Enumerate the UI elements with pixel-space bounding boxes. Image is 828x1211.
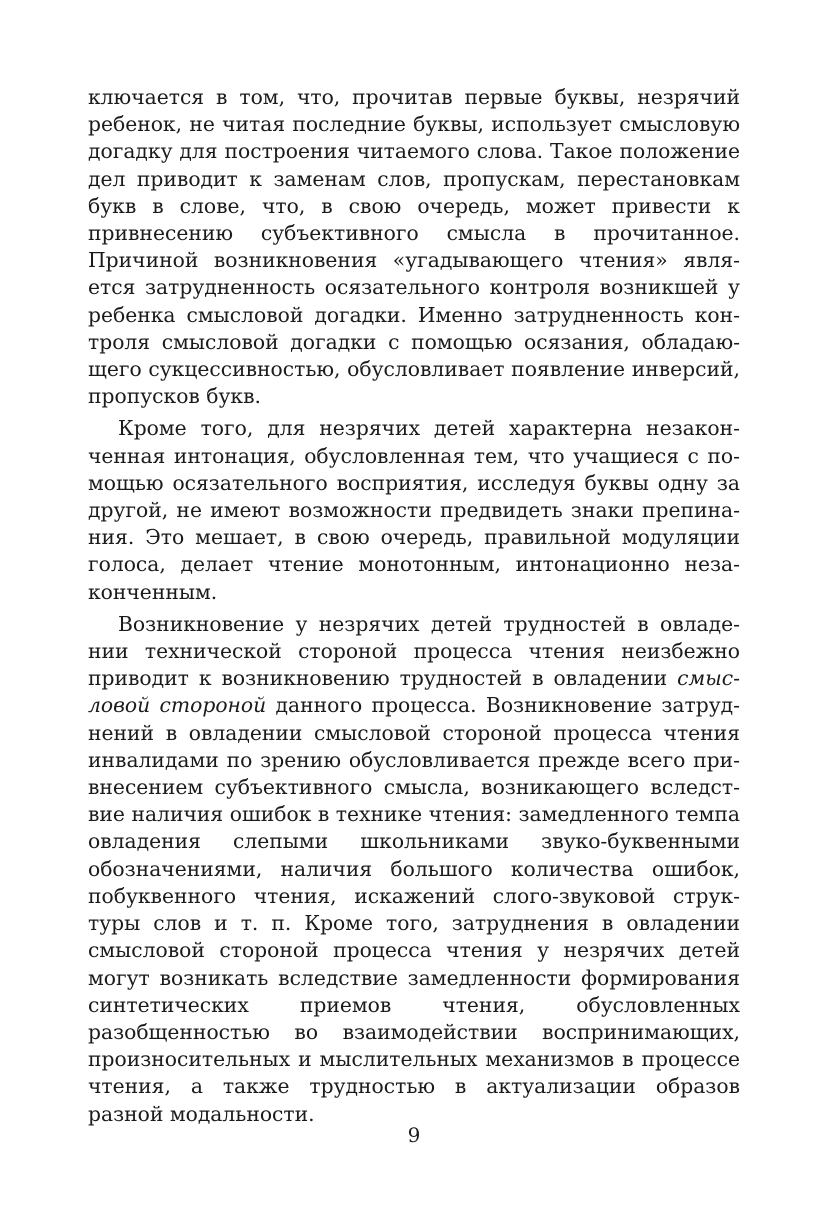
paragraph-3 (88, 611, 740, 1128)
paragraph-2: Кроме того, для незрячих детей характерна незаконченная интонация, обусловленная тем, что учащиеся с помощью осязательного восприятия, исследуя буквы одну за другой, не имеют возможности предвидеть знаки препинания. Это мешает, в свою очередь, правильной модуляции голоса, делает чтение монотонным, интонационно незаконченным. (88, 416, 740, 604)
paragraph-1: ключается в том, что, прочитав первые буквы, незрячий ребенок, не читая последние буквы, использует смысловую догадку для построения читаемого слова. Такое положение дел приводит к заменам слов, пропускам, перестановкам букв в слове, что, в свою очередь, может привести к привнесению субъективного смысла в прочитанное. Причиной возникновения «угадывающего чтения» является затрудненность осязательного контроля возникшей у ребенка смысловой догадки. Именно затрудненность контроля смысловой догадки с помощью осязания, обладающего сукцессивностью, обусловливает появление инверсий, пропусков букв. (88, 85, 740, 409)
page-number: 9 (407, 1123, 421, 1147)
paragraph-3-text-end: данного процесса. Возникновение затруднений в овладении смысловой стороной процесса чтения инвалидами по зрению обусловливается прежде всего привнесением субъективного смысла, возникающего вследствие наличия ошибок в технике чтения: замедленного темпа овладения слепыми школьниками звуко-буквенными обозначениями, наличия большого количества ошибок, побуквенного чтения, искажений слого-звуковой структуры слов и т. п. Кроме того, затруднения в овладении смысловой стороной процесса чтения у незрячих детей могут возникать вследствие замедленности формирования синтетических приемов чтения, обусловленных разобщенностью во взаимодействии воспринимающих, произносительных и мыслительных механизмов в процессе чтения, а также трудностью в актуализации образов разной модальности. (88, 693, 740, 1126)
paragraph-3-emphasis: смысловой стороной (88, 666, 740, 718)
paragraph-3-text-start: Возникновение у незрячих детей трудностей в овладении технической стороной процесса чтения неизбежно приводит к возникновению трудностей в овладении (88, 611, 740, 691)
page-body (88, 84, 740, 1128)
